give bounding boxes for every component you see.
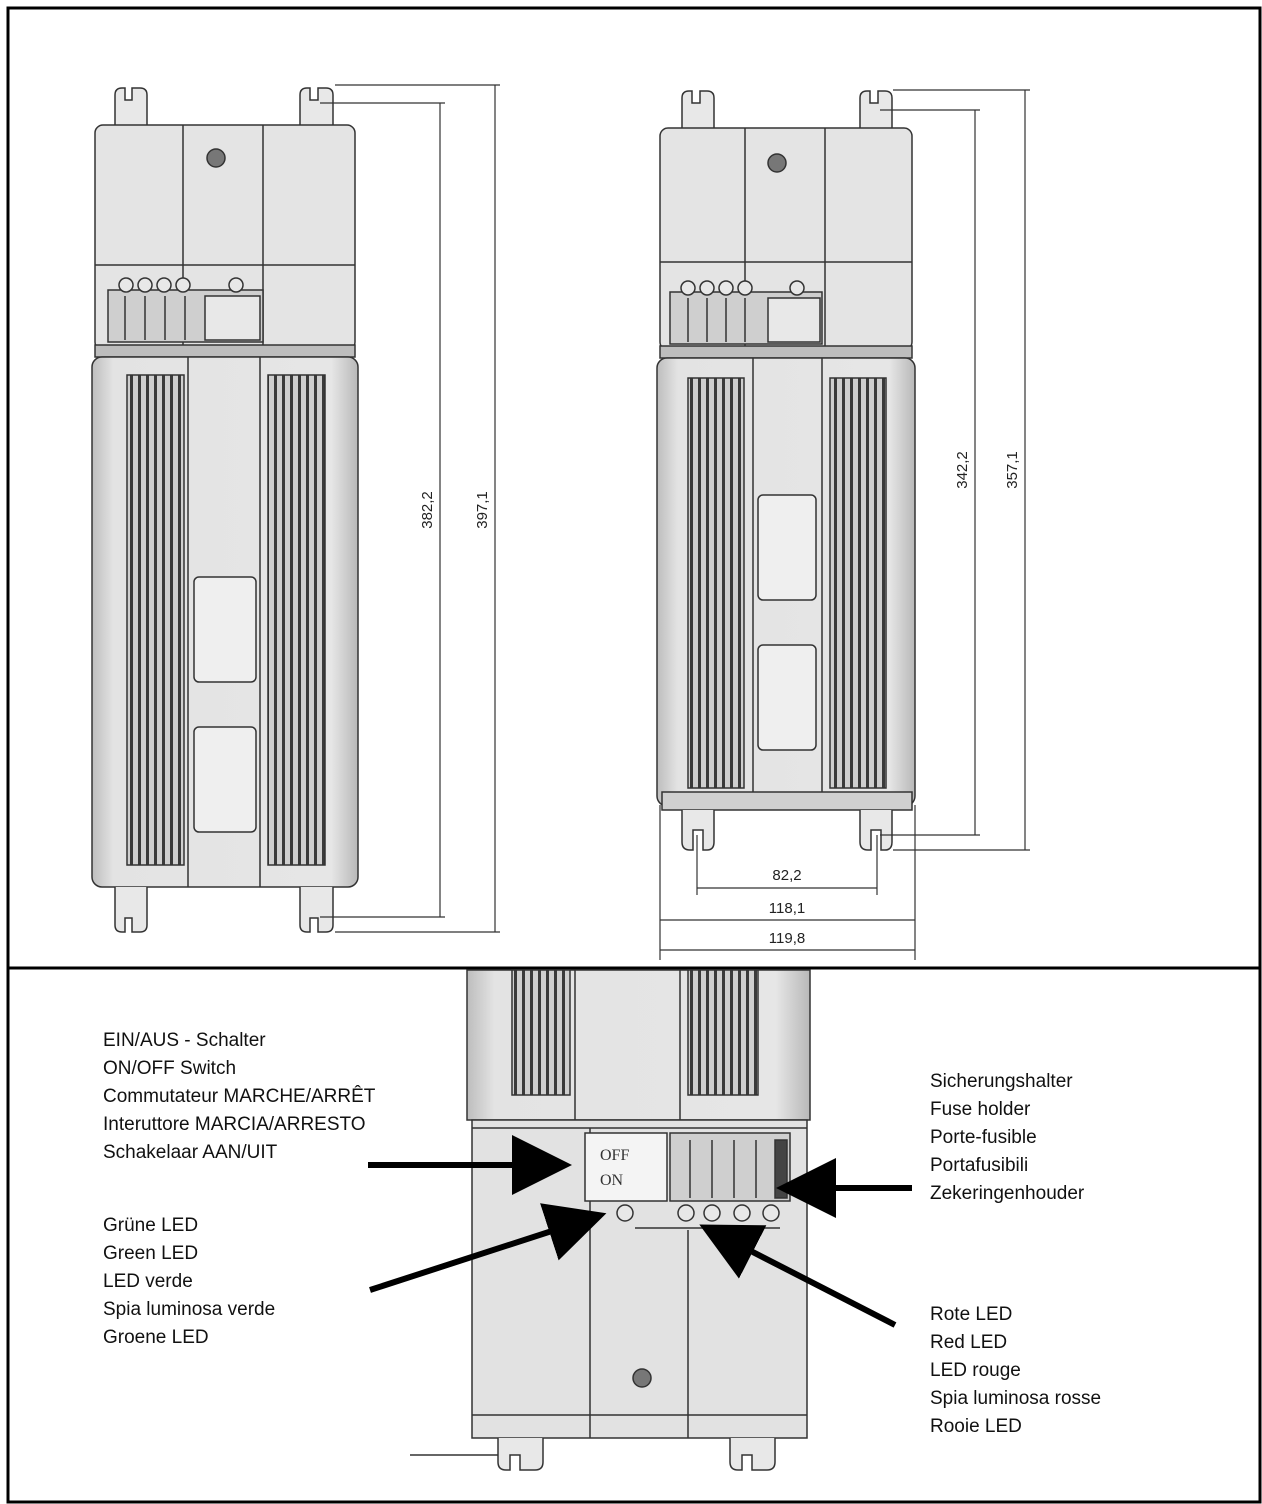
- right-unit-drawing: [657, 91, 915, 850]
- green-led-label-de: Grüne LED: [103, 1215, 199, 1236]
- switch-label-group: [103, 1027, 375, 1167]
- right-inner-height-label: 342,2: [954, 451, 971, 489]
- left-inner-height-label: 382,2: [419, 491, 436, 529]
- fuse-holder-label-en: Fuse holder: [930, 1099, 1031, 1120]
- green-led-label-fr: LED verde: [103, 1271, 193, 1292]
- switch-label-en: ON/OFF Switch: [103, 1058, 237, 1079]
- red-led-label-de: Rote LED: [930, 1304, 1013, 1325]
- switch-label-fr: Commutateur MARCHE/ARRÊT: [103, 1086, 376, 1107]
- detail-unit-drawing: [410, 970, 810, 1470]
- total-width-label: 119,8: [768, 930, 806, 947]
- red-led-label-fr: LED rouge: [930, 1360, 1021, 1381]
- green-led-label-it: Spia luminosa verde: [103, 1299, 276, 1320]
- foot-width-label: 118,1: [768, 900, 806, 917]
- hole-spacing-label: 82,2: [772, 867, 802, 884]
- switch-label-de: EIN/AUS - Schalter: [103, 1030, 266, 1051]
- red-led-label-en: Red LED: [930, 1332, 1008, 1353]
- red-led-label-it: Spia luminosa rosse: [930, 1388, 1102, 1409]
- fuse-holder-label-group: [930, 1068, 1084, 1208]
- fuse-holder-label-fr: Porte-fusible: [930, 1127, 1037, 1148]
- green-led-label-group: [103, 1212, 275, 1352]
- red-led-label-nl: Rooie LED: [930, 1416, 1022, 1437]
- switch-on-label: ON: [600, 1172, 624, 1189]
- red-led-label-group: [930, 1301, 1101, 1441]
- left-unit-drawing: [92, 88, 358, 932]
- fuse-holder-label-de: Sicherungshalter: [930, 1071, 1073, 1092]
- fuse-holder-label-nl: Zekeringenhouder: [930, 1183, 1085, 1204]
- fuse-holder-label-it: Portafusibili: [930, 1155, 1029, 1176]
- green-led-label-nl: Groene LED: [103, 1327, 209, 1348]
- switch-off-label: OFF: [600, 1147, 630, 1164]
- switch-label-nl: Schakelaar AAN/UIT: [103, 1142, 278, 1163]
- switch-label-it: Interuttore MARCIA/ARRESTO: [103, 1114, 366, 1135]
- green-led-label-en: Green LED: [103, 1243, 199, 1264]
- left-outer-height-label: 397,1: [474, 491, 491, 529]
- right-outer-height-label: 357,1: [1004, 451, 1021, 489]
